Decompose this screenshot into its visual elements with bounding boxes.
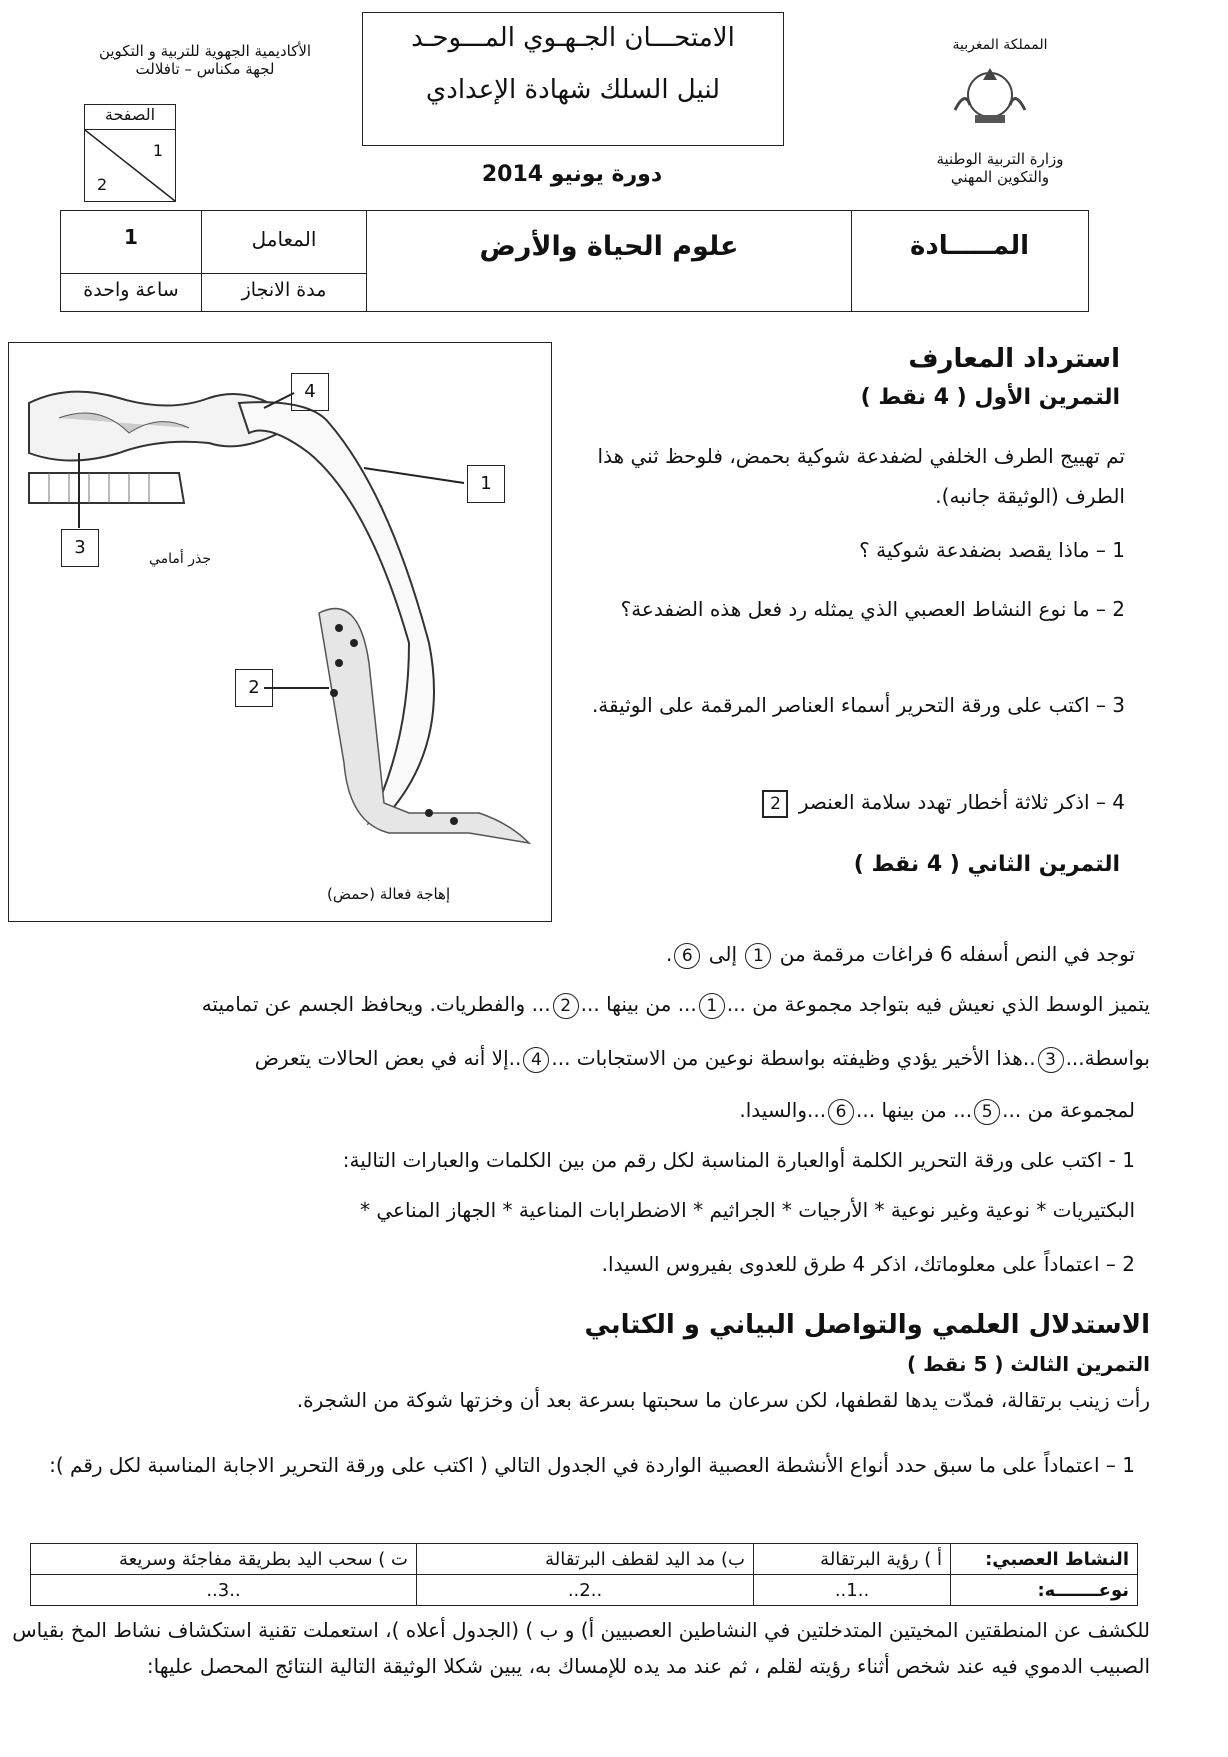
table-row: [31, 1544, 1138, 1575]
exercise-1-q1: 1 – ماذا يقصد بضفدعة شوكية ؟: [859, 538, 1125, 562]
spinal-frog-illustration: [9, 343, 551, 921]
coefficient-label: المعامل: [251, 227, 317, 251]
diagram-label-4: 4: [291, 373, 329, 411]
exercise-2-text-line-3: لمجموعة من ...5... من بينها ...6...والسيدا.: [10, 1096, 1135, 1125]
page-current: 1: [152, 141, 163, 160]
type-c: ..3..: [31, 1575, 417, 1606]
diagram-label-3: 3: [61, 529, 99, 567]
frog-reflex-diagram: [8, 342, 552, 922]
diagram-label-2: 2: [235, 669, 273, 707]
exercise-2-text-line-1: يتميز الوسط الذي نعيش فيه بتواجد مجموعة من ...1... من بينها ...2... والفطريات. ويحافظ الجسم عن تماميته: [10, 990, 1150, 1019]
coat-of-arms-icon: [945, 60, 1035, 130]
exercise-2-word-list: البكتيريات * نوعية وغير نوعية * الأرجيات * الجراثيم * الاضطرابات المناعية * الجهاز المناعي *: [360, 1198, 1135, 1222]
exercise-2-intro: توجد في النص أسفله 6 فراغات مرقمة من 1 إلى 6.: [10, 940, 1135, 969]
activity-label: النشاط العصبي:: [951, 1544, 1138, 1575]
exercise-1-title: التمرين الأول ( 4 نقط ): [860, 385, 1120, 410]
page-label: الصفحة: [85, 105, 175, 130]
exercise-2-title: التمرين الثاني ( 4 نقط ): [853, 852, 1120, 877]
page-counter: [84, 104, 176, 202]
exam-title-box: [362, 12, 784, 146]
table-row: [31, 1575, 1138, 1606]
subject-label: المـــــادة: [910, 231, 1029, 261]
duration-value: ساعة واحدة: [83, 279, 179, 301]
subject-table: [60, 210, 1089, 312]
exercise-1-q3: 3 – اكتب على ورقة التحرير أسماء العناصر المرقمة على الوثيقة.: [591, 693, 1125, 717]
academy-name: الأكاديمية الجهوية للتربية و التكوين لجهة مكناس – تافلالت: [98, 42, 312, 78]
type-b: ..2..: [417, 1575, 754, 1606]
activity-b: ب) مد اليد لقطف البرتقالة: [417, 1544, 754, 1575]
closing-paragraph: للكشف عن المنطقتين المخيتين المتدخلتين في النشاطين العصبيين أ) و ب ) (الجدول أعلاه )، استعملت تقنية استكشاف نشاط المخ بقياس الصبيب الدموي فيه عند شخص أثناء رؤيته لقلم ، ثم عند مد يده للإمساك به، يبين شكلا الوثيقة التالية النتائج المحصل عليها:: [12, 1618, 1150, 1678]
exercise-2-text-line-2: بواسطة...3..هذا الأخير يؤدي وظيفته بواسطة نوعين من الاستجابات ...4..إلا أنه في بعض الحالات يتعرض: [10, 1044, 1150, 1073]
exercise-1-q2: 2 – ما نوع النشاط العصبي الذي يمثله رد فعل هذه الضفدعة؟: [620, 597, 1125, 621]
kingdom-name: المملكة المغربية: [952, 37, 1048, 53]
type-label: نوعـــــــه:: [951, 1575, 1138, 1606]
type-a: ..1..: [754, 1575, 951, 1606]
section-reasoning-title: الاستدلال العلمي والتواصل البياني و الكتابي: [584, 1310, 1150, 1340]
neural-activity-table: [30, 1543, 1138, 1606]
exam-session: دورة يونيو 2014: [481, 162, 663, 187]
coefficient-value: 1: [124, 225, 138, 249]
exercise-2-q2: 2 – اعتماداً على معلوماتك، اذكر 4 طرق للعدوى بفيروس السيدا.: [601, 1252, 1135, 1276]
exercise-1-intro: تم تهييج الطرف الخلفي لضفدعة شوكية بحمض، فلوحظ ثني هذا الطرف (الوثيقة جانبه).: [597, 444, 1125, 508]
duration-label: مدة الانجاز: [241, 279, 327, 301]
front-root-label: جذر أمامي: [149, 551, 212, 567]
exercise-3-q1: 1 – اعتماداً على ما سبق حدد أنواع الأنشطة العصبية الواردة في الجدول التالي ( اكتب على ورقة التحرير الاجابة المناسبة لكل رقم ):: [49, 1453, 1135, 1477]
exercise-3-intro: رأت زينب برتقالة، فمدّت يدها لقطفها، لكن سرعان ما سحبتها بسرعة بعد أن وخزتها شوكة من الشجرة.: [296, 1388, 1150, 1412]
exercise-2-q1: 1 - اكتب على ورقة التحرير الكلمة أوالعبارة المناسبة لكل رقم من بين الكلمات والعبارات التالية:: [342, 1148, 1135, 1172]
page-total: 2: [97, 175, 108, 194]
exam-title: الامتحـــان الجـهـوي المـــوحـد: [411, 23, 735, 53]
exercise-1-q4: 4 – اذكر ثلاثة أخطار تهدد سلامة العنصر 2: [575, 788, 1125, 818]
exam-level: لنيل السلك شهادة الإعدادي: [425, 75, 721, 105]
stimulus-label: إهاجة فعالة (حمض): [327, 885, 451, 903]
activity-c: ت ) سحب اليد بطريقة مفاجئة وسريعة: [31, 1544, 417, 1575]
subject-value: علوم الحياة والأرض: [479, 231, 739, 262]
section-knowledge-title: استرداد المعارف: [908, 344, 1120, 374]
element-2-box: 2: [762, 790, 788, 818]
activity-a: أ ) رؤية البرتقالة: [754, 1544, 951, 1575]
diagram-label-1: 1: [467, 465, 505, 503]
ministry-name: وزارة التربية الوطنية والتكوين المهني: [936, 150, 1064, 186]
exercise-3-title: التمرين الثالث ( 5 نقط ): [907, 1352, 1150, 1376]
